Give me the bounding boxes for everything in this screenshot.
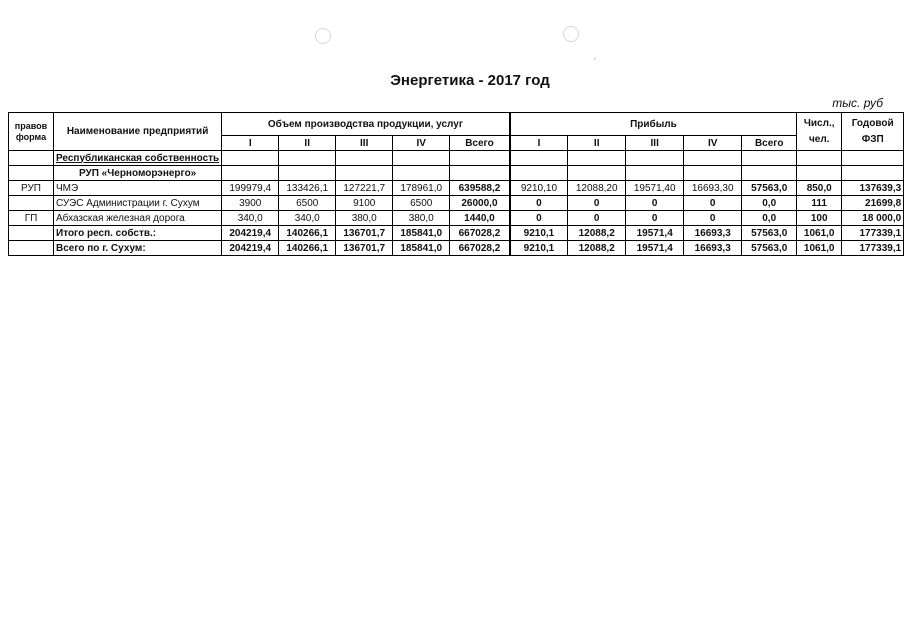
- cell-staff: 850,0: [797, 181, 842, 196]
- row-name: Абхазская железная дорога: [54, 211, 222, 226]
- cell-profit-q4: 0: [684, 196, 742, 211]
- cell-profit-q1: 0: [510, 211, 568, 226]
- cell-volume-q2: 6500: [279, 196, 336, 211]
- section-row-republic: [9, 151, 904, 166]
- totals-label: Всего по г. Сухум:: [54, 241, 222, 256]
- row-form: ГП: [9, 211, 54, 226]
- cell-profit-q3: 19571,4: [626, 226, 684, 241]
- cell-volume-q4: 380,0: [393, 211, 450, 226]
- table-row: [9, 211, 904, 226]
- header-staff: Числ., чел.: [797, 113, 842, 151]
- table-row: [9, 196, 904, 211]
- cell-profit-q2: 12088,2: [568, 241, 626, 256]
- cell-profit-total: 57563,0: [742, 241, 797, 256]
- header-profit-q1: I: [510, 136, 568, 151]
- cell-volume-q3: 380,0: [336, 211, 393, 226]
- header-fund: Годовой ФЗП: [842, 113, 904, 151]
- cell-profit-q3: 0: [626, 211, 684, 226]
- cell-profit-q3: 0: [626, 196, 684, 211]
- cell-volume-q1: 340,0: [222, 211, 279, 226]
- units-label: тыс. руб: [832, 96, 883, 110]
- header-volume-q4: IV: [393, 136, 450, 151]
- header-profit-q3: III: [626, 136, 684, 151]
- cell-profit-q2: 12088,2: [568, 226, 626, 241]
- cell-profit-q4: 16693,3: [684, 226, 742, 241]
- cell-volume-total: 26000,0: [450, 196, 510, 211]
- section-republic-label: Республиканская собственность: [54, 151, 222, 166]
- cell-volume-q1: 204219,4: [222, 226, 279, 241]
- header-name: Наименование предприятий: [54, 113, 222, 151]
- cell-volume-total: 667028,2: [450, 226, 510, 241]
- totals-row: [9, 241, 904, 256]
- cell-volume-q4: 185841,0: [393, 226, 450, 241]
- cell-fund: 177339,1: [842, 241, 904, 256]
- header-volume-total: Всего: [450, 136, 510, 151]
- header-row-main: [9, 113, 904, 136]
- header-profit-q4: IV: [684, 136, 742, 151]
- cell-volume-q2: 140266,1: [279, 226, 336, 241]
- cell-volume-q3: 127221,7: [336, 181, 393, 196]
- cell-volume-total: 1440,0: [450, 211, 510, 226]
- scan-punch-mark: [563, 26, 579, 42]
- header-volume: Объем производства продукции, услуг: [222, 113, 510, 136]
- cell-volume-q4: 185841,0: [393, 241, 450, 256]
- cell-profit-q3: 19571,40: [626, 181, 684, 196]
- cell-profit-total: 0,0: [742, 211, 797, 226]
- cell-profit-total: 57563,0: [742, 226, 797, 241]
- cell-volume-q2: 133426,1: [279, 181, 336, 196]
- cell-volume-total: 639588,2: [450, 181, 510, 196]
- cell-staff: 100: [797, 211, 842, 226]
- cell-volume-total: 667028,2: [450, 241, 510, 256]
- cell-fund: 18 000,0: [842, 211, 904, 226]
- cell-profit-total: 0,0: [742, 196, 797, 211]
- section-rup-label: РУП «Черноморэнерго»: [54, 166, 222, 181]
- header-volume-q2: II: [279, 136, 336, 151]
- cell-volume-q3: 9100: [336, 196, 393, 211]
- energy-report-table: [8, 112, 904, 256]
- cell-fund: 137639,3: [842, 181, 904, 196]
- cell-profit-q1: 9210,1: [510, 241, 568, 256]
- scan-punch-mark: [315, 28, 331, 44]
- cell-volume-q2: 140266,1: [279, 241, 336, 256]
- cell-profit-q4: 16693,3: [684, 241, 742, 256]
- cell-volume-q1: 3900: [222, 196, 279, 211]
- header-form: правов форма: [9, 113, 54, 151]
- section-row-rup: [9, 166, 904, 181]
- row-name: СУЭС Администрации г. Сухум: [54, 196, 222, 211]
- page-title: Энергетика - 2017 год: [390, 72, 550, 89]
- header-profit: Прибыль: [510, 113, 797, 136]
- table-row: [9, 181, 904, 196]
- row-form: [9, 196, 54, 211]
- header-profit-total: Всего: [742, 136, 797, 151]
- cell-profit-q4: 16693,30: [684, 181, 742, 196]
- cell-volume-q3: 136701,7: [336, 226, 393, 241]
- cell-staff: 1061,0: [797, 226, 842, 241]
- cell-volume-q1: 199979,4: [222, 181, 279, 196]
- cell-profit-q2: 12088,20: [568, 181, 626, 196]
- header-profit-q2: II: [568, 136, 626, 151]
- totals-row: [9, 226, 904, 241]
- row-name: ЧМЭ: [54, 181, 222, 196]
- row-form: РУП: [9, 181, 54, 196]
- cell-fund: 21699,8: [842, 196, 904, 211]
- cell-profit-total: 57563,0: [742, 181, 797, 196]
- totals-label: Итого респ. собств.:: [54, 226, 222, 241]
- cell-profit-q1: 9210,1: [510, 226, 568, 241]
- cell-staff: 1061,0: [797, 241, 842, 256]
- header-volume-q3: III: [336, 136, 393, 151]
- cell-profit-q3: 19571,4: [626, 241, 684, 256]
- cell-volume-q3: 136701,7: [336, 241, 393, 256]
- cell-profit-q2: 0: [568, 196, 626, 211]
- cell-fund: 177339,1: [842, 226, 904, 241]
- cell-volume-q2: 340,0: [279, 211, 336, 226]
- cell-profit-q4: 0: [684, 211, 742, 226]
- scan-speck: ′: [594, 56, 596, 66]
- cell-staff: 111: [797, 196, 842, 211]
- cell-profit-q1: 0: [510, 196, 568, 211]
- cell-profit-q1: 9210,10: [510, 181, 568, 196]
- cell-volume-q4: 6500: [393, 196, 450, 211]
- cell-volume-q4: 178961,0: [393, 181, 450, 196]
- cell-profit-q2: 0: [568, 211, 626, 226]
- header-volume-q1: I: [222, 136, 279, 151]
- cell-volume-q1: 204219,4: [222, 241, 279, 256]
